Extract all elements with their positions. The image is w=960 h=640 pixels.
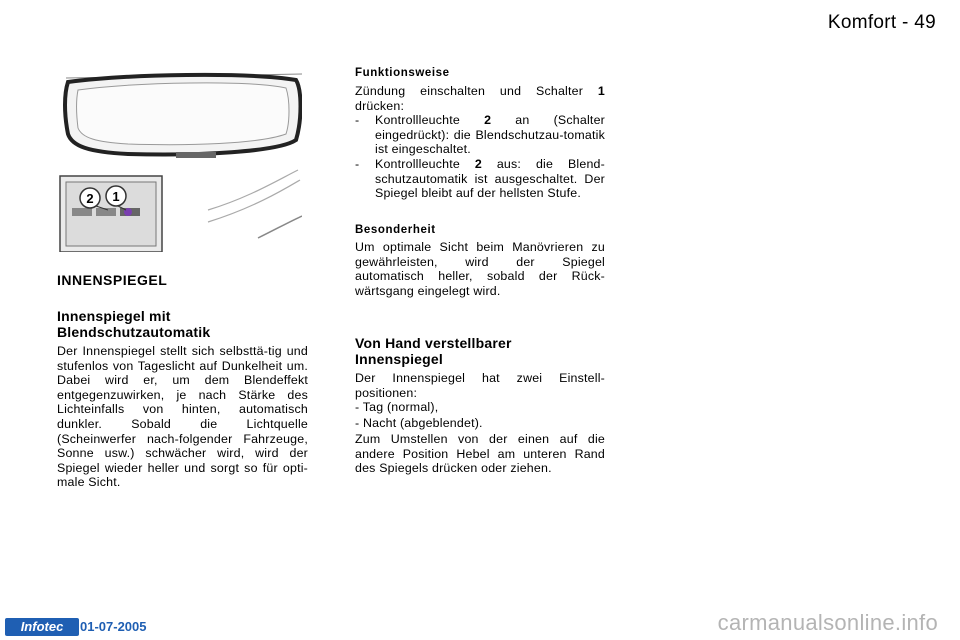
list-item-text: Tag (normal), — [362, 400, 439, 414]
list-item-body — [375, 113, 605, 157]
subheading-manual-mirror — [355, 335, 512, 367]
text-span: Zündung einschalten und Schalter — [355, 84, 598, 98]
infotec-logo: Infotec — [5, 618, 79, 636]
lamp-number: 2 — [484, 113, 492, 127]
text-span: drücken: — [355, 98, 405, 113]
paragraph-special: Um optimale Sicht beim Manövrieren zu gewährleisten, wird der Spiegel automatisch heller, sobald der Rück-wärtsgang eingelegt wird. — [355, 240, 605, 298]
list-dash: - — [355, 416, 363, 430]
subheading-automatic-mirror — [57, 308, 210, 340]
list-item-text: Nacht (abgeblendet). — [362, 416, 483, 430]
mirror-illustration — [58, 70, 302, 252]
list-item — [355, 400, 605, 415]
paragraph-automatic-mirror: Der Innenspiegel stellt sich selbsttä-tig und stufenlos von Tageslicht auf Dunkelheit um. Dabei wird er, um dem Blendeffekt entgegenzuwirken, je nach Stärke des Lichteinfalls von hinten, automatisch dunkler. Sobald die Lichtquelle (Scheinwerfer nach-folgender Fahrzeuge, Sonne usw.) schwächer wird, wird der Spiegel wieder heller und sorgt so für opti-male Sicht. — [57, 344, 308, 490]
list-dash: - — [355, 113, 360, 127]
heading-special: Besonderheit — [355, 224, 436, 236]
paragraph-manual-instructions: Zum Umstellen von der einen auf die andere Position Hebel am unteren Rand des Spiegels drücken oder ziehen. — [355, 432, 605, 476]
lamp-number: 2 — [474, 157, 482, 171]
paragraph-manual-intro: Der Innenspiegel hat zwei Einstell-positionen: — [355, 371, 605, 400]
callout-1-label: 1 — [112, 189, 120, 204]
switch-number: 1 — [597, 84, 605, 98]
list-item — [355, 157, 605, 201]
subheading-line: Blendschutzautomatik — [57, 324, 211, 340]
text-span: Kontrollleuchte — [375, 113, 485, 127]
list-dash: - — [355, 157, 360, 171]
page-title: Komfort - 49 — [827, 12, 936, 33]
paragraph-function-intro — [355, 84, 605, 113]
subheading-line: Innenspiegel — [355, 351, 443, 367]
list-dash: - — [355, 400, 363, 414]
footer-date: 01-07-2005 — [80, 619, 147, 634]
heading-function: Funktionsweise — [355, 67, 450, 79]
list-item-body — [375, 157, 605, 201]
text-span: Kontrollleuchte — [375, 157, 475, 171]
watermark: carmanualsonline.info — [717, 610, 938, 635]
rearview-mirror-drawing — [58, 70, 302, 252]
section-title: INNENSPIEGEL — [57, 272, 168, 288]
text-span: aus: die Blend-schutzautomatik ist ausgeschaltet. Der Spiegel bleibt auf der hellsten Stufe. — [375, 157, 605, 201]
callout-2-label: 2 — [86, 191, 94, 206]
list-item — [355, 113, 605, 157]
subheading-line: Von Hand verstellbarer — [355, 335, 512, 351]
list-item — [355, 416, 605, 431]
subheading-line: Innenspiegel mit — [57, 308, 171, 324]
text-span: an (Schalter eingedrückt): die Blendschutzau-tomatik ist eingeschaltet. — [375, 113, 605, 157]
